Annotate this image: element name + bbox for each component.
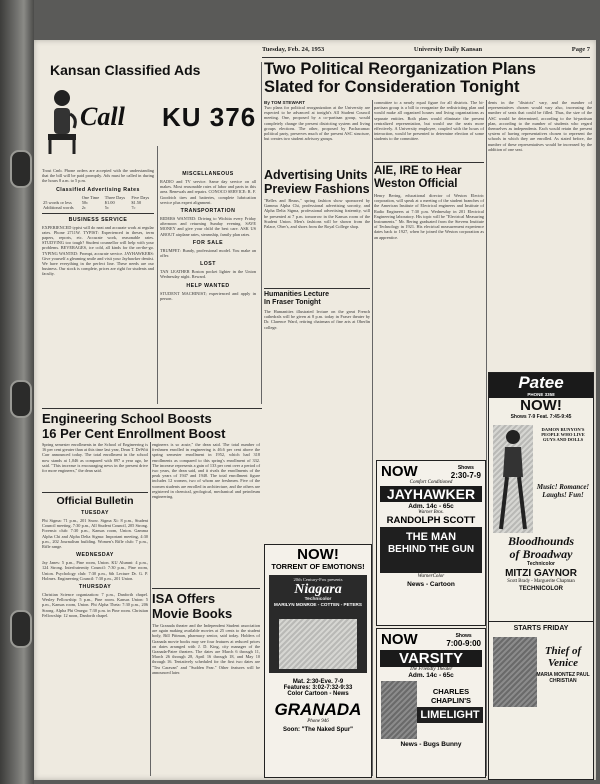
varsity-ad	[376, 628, 486, 778]
binder-spine	[0, 0, 34, 784]
isa-story-text: The Granada theater and the Independent Student association are again making available movies at 25 cents to the student body, Bill Pittman, pharmacy senior, said today. Holders of Granada movie books may see four features at reduced prices on dates arranged with J. D. King, city manager of the Granada-Patee theaters. The dates are March 6 through 11, March 26 through 28, April 16 through 18, and May 10 through 16. Tentatively scheduled for the first two dates are "Tea Caravan" and "Sudden Fear." Other features will be announced later.	[152, 623, 260, 675]
call-block	[42, 84, 160, 164]
patee-ad	[488, 372, 594, 780]
patee-now: NOW!	[520, 397, 562, 414]
rates-heading: Classified Advertising Rates	[56, 186, 140, 193]
jayhawker-extras: News - Cartoon	[407, 581, 455, 588]
jayhawker-title: THE MAN	[405, 531, 457, 543]
for-sale-text: TRUMPET: Bundy, professional model. You make an offer.	[160, 247, 256, 259]
engineering-text: Spring semester enrollments in the School of Engineering is 16 per cent greater than at this time last year, Dean T. DeWitt Carr announced today. The total enrollment in the school now stands at 1,046 as compared with 897 a year ago, he said. "This increase is encouraging news in the present drive for more engineers," the dean said.	[42, 442, 148, 474]
jayhawker-shows-box	[451, 465, 481, 480]
main-story	[264, 60, 590, 96]
classifieds-section	[42, 62, 258, 422]
jayhawker-color: WarnerColor	[417, 574, 445, 579]
bulletin-title: Official Bulletin	[56, 495, 134, 507]
binder-ring	[10, 150, 32, 188]
isa-headline: ISA Offers	[152, 591, 216, 606]
engineering-column-1	[42, 442, 148, 473]
dancer-figure-icon	[493, 425, 533, 533]
patee-next-title-block	[535, 645, 591, 684]
patee-title-block	[493, 535, 589, 592]
patee-blurb: Music! Romance! Laughs! Fun!	[536, 483, 590, 499]
varsity-now: NOW	[381, 631, 418, 648]
granada-extras: Color Cartoon - News	[287, 691, 349, 697]
patee-phone: PHONE 3358	[527, 392, 555, 397]
rates-col-header: Three Days	[104, 194, 126, 200]
masthead-paper: University Daily Kansan	[413, 46, 483, 53]
engineering-headline: 16 Per Cent Enrollment Boost	[42, 426, 226, 441]
varsity-shows-box	[446, 633, 481, 648]
granada-now: NOW!	[297, 546, 339, 563]
bulletin-day: WEDNESDAY	[76, 552, 114, 559]
jayhawker-now: NOW	[381, 463, 418, 480]
varsity-star: CHARLES CHAPLIN'S	[430, 687, 472, 705]
patee-title: Bloodhounds	[507, 534, 575, 548]
jayhawker-admission: Adm. 14c - 65c	[408, 503, 454, 510]
main-story-text: dents in the "districts" vary, and the number of representatives chosen would vary also, increasing the number of seats that could be filled. Thus, the size of the ASC would be determined, according to the bi-partisan plan, according to the number of students who regard themselves as independents. Each would retain the present system of having representatives chosen to represent the schools in which they are enrolled. As stated before, the number of these representatives would be increased by the addition of one seat.	[488, 100, 592, 152]
varsity-shows-label: Shows	[455, 633, 472, 639]
jayhawker-shows: 2:30-7-9	[450, 471, 481, 480]
varsity-shows: 7:00-9:00	[446, 639, 481, 648]
varsity-feature	[377, 681, 485, 741]
masthead-page: Page 7	[571, 46, 590, 53]
dancer-photo	[493, 425, 533, 533]
patee-shows: Shows 7-9 Feat. 7:45-9:45	[510, 414, 572, 420]
granada-times: Features: 3:02-7:32-9:33	[283, 685, 353, 691]
newspaper-page	[34, 40, 596, 780]
section-heading: MISCELLANEOUS	[182, 171, 234, 177]
granada-theater-name: GRANADA	[274, 700, 362, 719]
isa-headline: Movie Books	[152, 606, 233, 621]
patee-extras: TECHNICOLOR	[519, 586, 563, 592]
binder-ring	[10, 610, 32, 648]
aie-headline: Weston Official	[374, 178, 458, 190]
aie-headline: AIE, IRE to Hear	[374, 165, 462, 177]
call-number: KU 376	[162, 102, 257, 132]
miscellaneous-text: RADIO and TV service. Same day service on all makes. Most reasonable rates of labor and parts in this area. Renewals and repairs. CONOCO SERVICE: R. F. Goodrich tires and batteries, complete lubrication service plus expert alignment.	[160, 179, 256, 205]
granada-title: Niagara	[294, 582, 342, 597]
table-row: 25 words or less 50c $1.00 $1.50	[43, 199, 142, 205]
varsity-admission: Adm. 14c - 65c	[408, 672, 454, 679]
engineering-headline: Engineering School Boosts	[42, 411, 212, 426]
granada-phone: Phone 946	[307, 719, 329, 724]
main-story-byline: By TOM STEWART	[264, 100, 306, 105]
lost-text: TAN LEATHER Boston pocket lighter in the Union Wednesday night. Reward.	[160, 269, 256, 280]
transportation-text: RIDERS WANTED: Driving to Wichita every Friday afternoon and returning Sunday evening. SAVE MONEY and give your child the best care. ASK US ABOUT airplane rates, steamship, family plan rates.	[160, 216, 256, 237]
fashion-story-text: "Belles and Beaus," spring fashion show sponsored by Gamma Alpha Chi, professional advertising sorority, and Alpha Delta Sigma, professional advertising fraternity, will be presented at 7 p.m. tomorrow in the Kansas room of the Student Union. Men's fashions will be shown from the Palace, Ober's, and shoes from the Royal College shop.	[264, 198, 370, 230]
thief-photo	[493, 637, 537, 707]
section-heading: BUSINESS SERVICE	[68, 216, 128, 223]
jayhawker-presents: Warner Bros.	[418, 510, 444, 515]
humanities-headline: Humanities Lecture	[264, 291, 329, 298]
main-story-text: committee to a nearly equal figure for all districts. The bi-partisan group is a bill to reorganize the redistricting plan and would make all organized houses and living organizations as separate entities. Both plans would eliminate the present centralized representation, but would use the seats more effectively. A University employee, coupled with the hours of interaction, would be presented to determine election of some students to the committee.	[374, 100, 484, 142]
official-bulletin	[42, 492, 148, 618]
granada-tagline: TORRENT OF EMOTIONS!	[271, 562, 365, 571]
rates-col-header: One Time	[81, 194, 100, 200]
patee-starts: STARTS FRIDAY	[513, 625, 569, 632]
masthead-date: Tuesday, Feb. 24, 1953	[262, 46, 325, 53]
humanities-story-text: The Humanities illustrated lecture on the great French cathedrals will be given at 8 p.m. today in Fraser theater by Dr. Clarence Ward, retiring chairman of fine arts at Oberlin college.	[264, 309, 370, 330]
help-wanted-text: STUDENT MACHINIST; experienced and apply in person.	[160, 290, 256, 301]
binder-ring	[10, 380, 32, 418]
section-heading: TRANSPORTATION	[180, 208, 236, 215]
humanities-headline: In Fraser Tonight	[264, 299, 321, 306]
telephone-figure-icon	[44, 88, 80, 158]
jayhawker-tag: Comfort Conditioned	[409, 480, 453, 485]
main-headline: Slated for Consideration Tonight	[264, 78, 520, 96]
main-story-column-1	[264, 100, 370, 141]
jayhawker-ad	[376, 460, 486, 626]
granada-details	[265, 679, 371, 733]
bulletin-day: THURSDAY	[78, 584, 112, 591]
rates-table	[42, 195, 154, 210]
patee-theater-name: Patee	[518, 373, 564, 392]
main-headline: Two Political Reorganization Plans	[264, 60, 536, 78]
classifieds-title: Kansan Classified Ads	[50, 62, 201, 78]
bulletin-text: Christian Science organization: 7 p.m., Danforth chapel. Wesley Fellowship: 5 p.m., Pine room. Kansas Union: 5 p.m., Kansas room, Union. Phi Alpha Theta: 7:30 p.m., 206 Strong. Alpha Phi Omega: 7:30 p.m. in Pine room. Christian Fellowship: 12 noon, Danforth chapel.	[42, 592, 148, 618]
varsity-theater-name: VARSITY	[380, 650, 482, 667]
patee-next-title: Venice	[548, 657, 578, 669]
section-heading: HELP WANTED	[186, 282, 230, 289]
granada-subtitle: Technicolor	[304, 597, 332, 602]
bulletin-day: TUESDAY	[81, 510, 109, 516]
humanities-story	[264, 288, 370, 330]
granada-ad	[264, 544, 372, 778]
granada-soon: Soon: "The Naked Spur"	[282, 727, 354, 733]
masthead-rule	[262, 57, 590, 58]
classifieds-intro-text: Trout Cmb. Phone orders are accepted with the understanding that the bill will be paid promptly. Ads must be called in during the hours 8 a.m. to 5 p.m.	[42, 168, 154, 184]
main-story-column-3	[488, 100, 592, 152]
patee-cast: DAMON RUNYON'S PEOPLE WHO LIVE GUYS AND DOLLS	[541, 427, 585, 442]
granada-times: Mat. 2:30-Eve. 7-9	[292, 679, 344, 685]
patee-header	[489, 373, 593, 398]
jayhawker-title-panel	[380, 527, 482, 573]
business-service-text: EXPERIENCED typist will do neat and accurate work at regular rates. Phone 2711W. TYPIST: Experienced in theses, term papers, reports, etc. Accurate work, reasonable rates. STUDYING too tough? Student counsellor will help with your problems. BEVERAGES, ice cold, all kinds for the on-the-go. TYPING WANTED: Prompt, accurate service. JAYHAWKERS: Give yourself a gleaming smile and visit your Jayhawker dentist. We have everything in the perfect line. These needs are our business. Our stock is complete, prices are right for students and faculty.	[42, 224, 154, 277]
classifieds-left-column	[42, 168, 154, 277]
patee-co-stars: Scott Brady - Marguerite Chapman	[507, 579, 575, 584]
section-heading: FOR SALE	[192, 239, 224, 246]
jayhawker-top	[377, 461, 485, 480]
granada-studio: 20th Century-Fox presents	[293, 577, 343, 582]
jayhawker-title: BEHIND THE GUN	[387, 544, 475, 555]
aie-story	[374, 162, 484, 240]
fashion-headline: Preview Fashions	[264, 182, 370, 196]
engineering-story	[42, 408, 262, 441]
main-story-text: Two plans for political reorganization at the University are expected to be advanced at tonight's All Student Council meeting. One, proposed by a co-partisan group, would completely change the present districting system and living groups elections. The other, proposed by Pachacamac political party, preserves much of the present ASC structure, but creates two student advisory groups.	[264, 105, 370, 142]
jayhawker-shows-label: Shows	[457, 465, 474, 471]
fashion-story	[264, 168, 370, 229]
niagara-poster	[269, 575, 367, 673]
main-story-column-2	[374, 100, 484, 142]
call-word: Call	[80, 102, 125, 131]
marilyn-photo	[279, 619, 357, 669]
bulletin-text: Phi Sigma: 71 p.m., 201 Snow. Sigma Xi: 8 p.m., Student Council meeting. 7:30 p.m., All Student Council, 205 Strong. Forensic club: 7:30 p.m., Kansas room, Union. Gamma Alpha Chi and Alpha Delta Sigma: Important meeting, 4:30 p.m., 202 Journalism building. Women's Rifle club: 7 p.m., Rifle range.	[42, 518, 148, 550]
patee-title: of Broadway	[509, 547, 573, 561]
jayhawker-theater-name: JAYHAWKER	[380, 486, 482, 502]
chaplin-photo	[381, 681, 417, 739]
patee-color: Technicolor	[527, 561, 555, 567]
section-heading: LOST	[200, 261, 216, 268]
varsity-extras: News - Bugs Bunny	[400, 741, 462, 748]
varsity-tag: The Friendly Theater	[409, 667, 453, 672]
granada-stars: MARILYN MONROE - COTTEN - PETERS	[274, 602, 362, 607]
patee-star: MITZI GAYNOR	[505, 568, 577, 579]
varsity-title: LIMELIGHT	[417, 707, 483, 723]
patee-next-title: Thief of	[544, 645, 582, 657]
aie-story-text: Henry Bering, educational director of Weston Electric corporation, will speak at a meeting of the student branches of the American Institute of Electrical engineers and Institute of Radio Engineers at 7:30 p.m. Wednesday in 201 Electrical Engineering laboratory. His topic will be "Electrical Measuring Instruments." Mr. Bering graduated from the Stevens Institute of Technology in 1921. His electrical measurement experience dates back to 1927, when he joined the Weston corporation as an apprentice.	[374, 193, 484, 240]
jayhawker-star: RANDOLPH SCOTT	[386, 515, 476, 526]
isa-story	[152, 588, 260, 675]
bulletin-text: Jay Janes: 5 p.m., Pine room, Union. KU Alumni: 4 p.m., 124 Strong. Interfraternity Council: 7:30 p.m., Pine room, Union. Psychology club: 7:30 p.m., 6th Lecture Dr. G. P. Holmes. Engineering Council: 7:30 p.m., 201 Union.	[42, 560, 148, 581]
engineering-text: engineers is so acute," the dean said. The total number of freshmen enrolled in engineering is 46.6 per cent above the spring semester enrollment in 1952, which had 318 enrollments as compared to this spring's enrollment of 332. The increase represents a gain of 133 per cent over a period of two years, the dean said, and it rivals the enrollments of the peak years of 1947 and 1948. The total enrollment figure includes 12 women, two of whom are freshmen. Five of the women students are enrolled in architecture, and the others are registered in chemical, geological, mechanical and petroleum engineering.	[152, 442, 260, 500]
masthead	[262, 46, 590, 56]
rates-col-header: Five Days	[131, 194, 150, 200]
classifieds-right-column	[160, 168, 256, 301]
engineering-column-2	[152, 442, 260, 499]
fashion-headline: Advertising Units	[264, 168, 368, 182]
patee-next-cast: MARIA MONTEZ PAUL CHRISTIAN	[536, 672, 590, 684]
varsity-top	[377, 629, 485, 648]
table-row: Additional words 2c 5c 7c	[43, 204, 136, 210]
